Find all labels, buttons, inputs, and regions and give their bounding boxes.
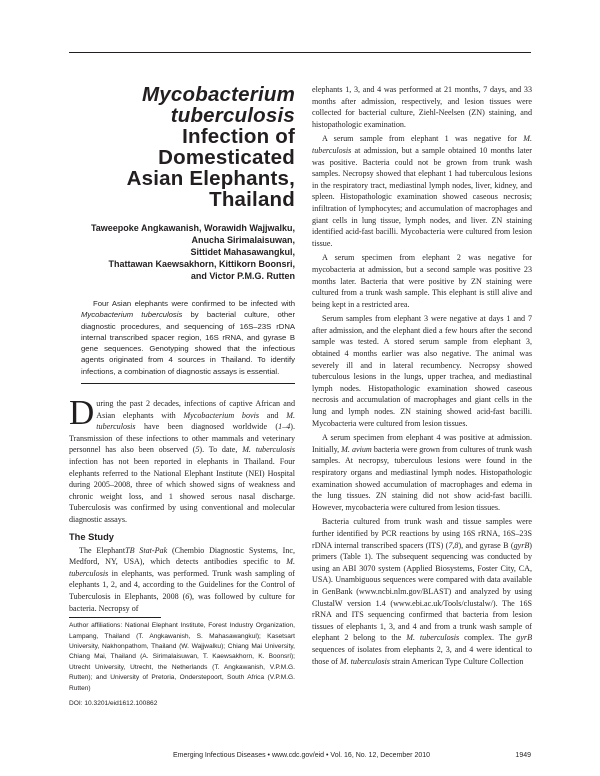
intro-paragraph	[69, 393, 295, 526]
text-run: uring the past 2 decades, infections of captive African and Asian elephants with	[96, 399, 295, 420]
text-run: bacteria were grown from cultures of trunk wash samples. At necropsy, tuberculous lesions were found in the respiratory organs and mediastinal lymph nodes. Histopathologic examination showed accumulation of macrophages and edema in the lung tissues. ZN staining did not show acid-fast bacilli. However, mycobacteria were cultured from lesion tissues.	[312, 444, 532, 512]
journal-citation: Emerging Infectious Diseases • www.cdc.gov/eid • Vol. 16, No. 12, December 2010	[173, 752, 431, 759]
top-rule	[69, 52, 531, 53]
italic-run: M. tuberculosis	[406, 633, 460, 643]
affiliation-rule	[69, 617, 161, 618]
text-run: (Chembio Diagnostic Systems, Inc, Medford, NY, USA), which detects antibodies specific to	[69, 545, 296, 567]
title-line: Mycobacterium	[142, 83, 295, 106]
paragraph	[312, 516, 532, 667]
italic-run: M. tuberculosis	[96, 410, 295, 432]
italic-run: gyrB	[513, 540, 530, 550]
author-line: Anucha Sirimalaisuwan,	[191, 235, 295, 245]
right-column	[312, 84, 532, 670]
title-line: Infection of	[182, 125, 295, 148]
section-heading: The Study	[69, 531, 114, 542]
author-line: Sittidet Mahasawangkul,	[190, 247, 295, 257]
text-run: infection has not been reported in elephants in Thailand. Four elephants referred to the National Elephant Institute (NEI) Hospital during 2005–2008, three of which showed signs of weakness and chronic weight loss, and 1 showed serous nasal discharge. Tuberculosis was confirmed by using conventional and molecular diagnostic assays.	[69, 457, 295, 525]
text-run: strain American Type Culture Collection	[389, 656, 524, 666]
study-paragraph	[69, 545, 295, 615]
abstract-rule	[81, 383, 295, 384]
text-run: sequences of isolates from elephants 2, 3, and 4 were identical to those of	[312, 644, 532, 666]
drop-cap: D	[69, 393, 95, 433]
author-line: Thattawan Kaewsakhorn, Kittikorn Boonsri,	[108, 259, 295, 269]
author-list	[69, 222, 295, 282]
text-run: complex. The	[459, 633, 517, 643]
paragraph: elephants 1, 3, and 4 was performed at 21 months, 7 days, and 33 months after admission, respectively, and lesion tissues were collected for bacterial culture, Ziehl-Neelsen (ZN) staining, and histopathologic examination.	[312, 85, 532, 129]
intro-section	[69, 393, 295, 526]
abstract-text: Four Asian elephants were confirmed to be infected with	[93, 299, 295, 308]
text-run: ) primers (Table 1). The subsequent sequencing was conducted by using an ABI 3070 system (Applied Biosystems, Foster City, CA, USA). Unambiguous sequences were compared with data available in GenBank (www.ncbi.nlm.gov/BLAST) and analyzed by using ClustalW version 1.4 (www.ebi.ac.uk/Tools/clustalw/). The 16S rRNA and ITS sequencing confirmed that bacteria from lesion tissues of elephants 1, 3, and 4 and from a trunk wash sample of elephant 2 belong to the	[312, 540, 532, 643]
title-line: tuberculosis	[170, 104, 295, 127]
title-line: Asian Elephants,	[126, 167, 295, 190]
left-column	[69, 84, 295, 707]
citation: 7,8	[448, 540, 459, 550]
paragraph	[312, 432, 532, 513]
abstract-text: by bacterial culture, other diagnostic procedures, and sequencing of 16S–23S rDNA internal transcribed spacer region, 16S rRNA, and gyrase B gene sequences. Genotyping showed that the infectious agents originated from 4 sources in Thailand. To identify infections, a combination of diagnostic assays is essential.	[81, 310, 296, 376]
author-line: Taweepoke Angkawanish, Worawidh Wajjwalku,	[90, 223, 295, 233]
text-run: ), was followed by culture for bacteria. Necropsy of	[69, 591, 295, 613]
italic-run: M. tuberculosis	[339, 656, 390, 666]
author-line: and Victor P.M.G. Rutten	[190, 271, 295, 281]
paragraph: A serum specimen from elephant 2 was negative for mycobacteria at admission, but a second sample was positive 23 months later. Bacteria that were positive by ZN staining were cultured from a trunk wash sample. This elephant is still alive and being kept in a restricted area.	[312, 253, 532, 309]
page-number: 1949	[515, 752, 531, 759]
abstract	[69, 298, 295, 377]
study-section	[69, 545, 295, 615]
article-title	[69, 84, 295, 210]
paragraph: Serum samples from elephant 3 were negative at days 1 and 7 after admission, and the elephant died a few hours after the second sample was tested. A stored serum sample from elephant 3, obtained 4 months earlier was also negative. The animal was severely ill and in lateral recumbency. Necropsy showed tuberculous lesions in the lungs, upper trachea, and mediastinal lymph nodes. Histopathologic examination showed caseous necrosis and accumulation of macrophages and giant cells in the lung and lymph nodes. ZN staining showed acid-fast bacilli. Mycobacteria were cultured from lesion tissues.	[312, 314, 532, 428]
italic-run: gyrB	[516, 633, 533, 643]
italic-run: M. avium	[341, 444, 372, 454]
doi: DOI: 10.3201/eid1612.100862	[69, 700, 158, 708]
text-run: at admission, but a sample obtained 10 months later was positive. Bacteria could not be grown from trunk wash samples. Necropsy showed that elephant 1 had tuberculous lesions in the respiratory tract, mediastinal lymph nodes, liver, kidney, and spleen. Histopathologic examination showed caseous necrosis; infiltration of lymphocytes; and accumulation of macrophages and giant cells in lung tissue, lymph nodes, and liver. ZN staining identified acid-fast bacilli. Mycobacteria were cultured from lesion tissue.	[312, 145, 532, 248]
text-run: The Elephant	[79, 545, 126, 555]
citation: 6	[185, 591, 190, 601]
text-run: ). To date,	[199, 445, 243, 455]
title-line: Thailand	[209, 188, 295, 211]
citation: 5	[195, 445, 200, 455]
italic-run: M. tuberculosis	[69, 557, 295, 578]
text-run: A serum specimen from elephant 4 was positive at admission. Initially,	[312, 433, 532, 454]
italic-run: M. tuberculosis	[242, 445, 295, 455]
text-run: in elephants, was performed. Trunk wash sampling of elephants 1, 2, and 4, according to the Guidelines for the Control of Tuberculosis in Elephants, 2008 (	[69, 568, 295, 601]
title-line: Domesticated	[158, 146, 295, 169]
italic-run: M. tuberculosis	[312, 134, 532, 155]
text-run: and	[259, 410, 287, 420]
abstract-italic: Mycobacterium tuberculosis	[81, 310, 183, 320]
text-run: have been diagnosed worldwide (	[135, 422, 279, 432]
text-run: Bacteria cultured from trunk wash and tissue samples were further identified by PCR reactions by using 16S rRNA, 16S–23S rDNA internal transcribed spacers (ITS) (	[312, 517, 532, 550]
author-affiliations: Author affiliations: National Elephant Institute, Forest Industry Organization, Lampang, Thailand (T. Angkawanish, S. Mahasawangkul); Kasetsart University, Nakhonpathom, Thailand (W. Wajjwalku); Chiang Mai University, Chiang Mai, Thailand (A. Sirimalaisuwan, T. Kaewsakhorn, K. Boonsri); Utrecht University, Utrecht, the Netherlands (T. Angkawanish, V.P.M.G. Rutten); and University of Pretoria, Onderstepoort, South Africa (V.P.M.G. Rutten)	[69, 622, 295, 692]
italic-run: TB Stat-Pak	[125, 545, 168, 555]
paragraph	[312, 133, 532, 249]
text-run: A serum sample from elephant 1 was negative for	[322, 134, 524, 144]
text-run: ), and gyrase B (	[458, 540, 514, 550]
italic-run: Mycobacterium bovis	[183, 410, 260, 420]
text-run: ). Transmission of these infections to other mammals and veterinary personnel has also been observed (	[69, 422, 295, 455]
citation: 1–4	[278, 422, 291, 432]
